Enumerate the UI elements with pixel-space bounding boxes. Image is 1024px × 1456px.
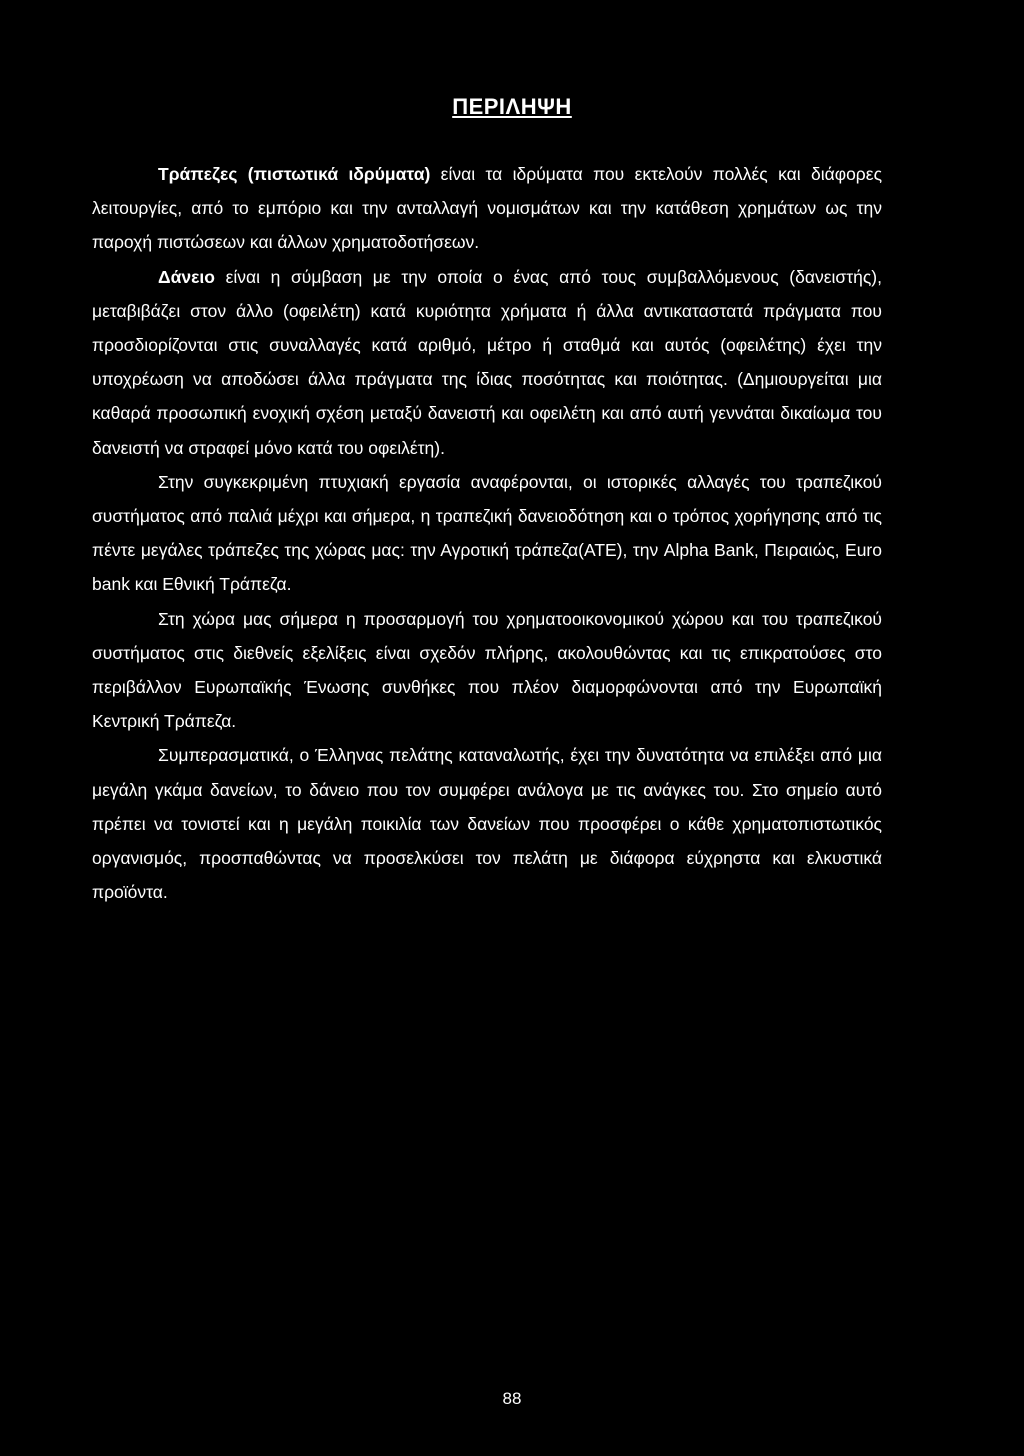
term-loan: Δάνειο [158, 266, 215, 287]
definition-banks: είναι τα ιδρύματα που εκτελούν πολλές και διάφορες λειτουργίες, από το εμπόριο και την ανταλλαγή νομισμάτων και την κατάθεση χρημάτων ως την παροχή πιστώσεων και άλλων χρηματοδοτήσεων. [92, 164, 882, 253]
page-number: 88 [502, 1389, 522, 1408]
paragraph-conclusion: Συμπερασματικά, ο Έλληνας πελάτης καταναλωτής, έχει την δυνατότητα να επιλέξει από μια μεγάλη γκάμα δανείων, το δάνειο που τον συμφέρει ανάλογα με τις ανάγκες του. Στο σημείο αυτό πρέπει να τονιστεί και η μεγάλη ποικιλία των δανείων που προσφέρει ο κάθε χρηματοπιστωτικός οργανισμός, προσπαθώντας να προσελκύσει τον πελάτη με διάφορα εύχρηστα και ελκυστικά προϊόντα. [92, 745, 882, 903]
paragraph-current-state: Στη χώρα μας σήμερα η προσαρμογή του χρηματοοικονομικού χώρου και του τραπεζικού συστήματος στις διεθνείς εξελίξεις είναι σχεδόν πλήρης, ακολουθώντας και τις επικρατούσες στο περιβάλλον Ευρωπαϊκής Ένωσης συνθήκες που πλέον διαμορφώνονται από την Ευρωπαϊκή Κεντρική Τράπεζα. [92, 608, 882, 732]
term-banks: Τράπεζες (πιστωτικά ιδρύματα) [158, 164, 431, 184]
page-title: ΠΕΡΙΛΗΨΗ [452, 94, 572, 119]
definition-loan: είναι η σύμβαση με την οποία ο ένας από τους συμβαλλόμενους (δανειστής), μεταβιβάζει στον άλλο (οφειλέτη) κατά κυριότητα χρήματα ή άλλα αντικαταστατά πράγματα που προσδιορίζονται στις συναλλαγές κατά αριθμό, μέτρο ή σταθμά και αυτός (οφειλέτης) έχει την υποχρέωση να αποδώσει άλλα πράγματα της ίδιας ποσότητας και ποιότητας. (Δημιουργείται μια καθαρά προσωπική ενοχική σχέση μεταξύ δανειστή και οφειλέτη και από αυτή γεννάται δικαίωμα του δανειστή να στραφεί μόνο κατά του οφειλέτη). [92, 266, 882, 458]
paragraph-definitions [92, 157, 882, 465]
paragraph-thesis-scope: Στην συγκεκριμένη πτυχιακή εργασία αναφέρονται, οι ιστορικές αλλαγές του τραπεζικού συστήματος από παλιά μέχρι και σήμερα, η τραπεζική δανειοδότηση και ο τρόπος χορήγησης από τις πέντε μεγάλες τράπεζες της χώρας μας: την Αγροτική τράπεζα(ΑΤΕ), την Alpha Bank, Πειραιώς, Euro bank και Εθνική Τράπεζα. [92, 471, 882, 595]
document-body [92, 157, 882, 909]
